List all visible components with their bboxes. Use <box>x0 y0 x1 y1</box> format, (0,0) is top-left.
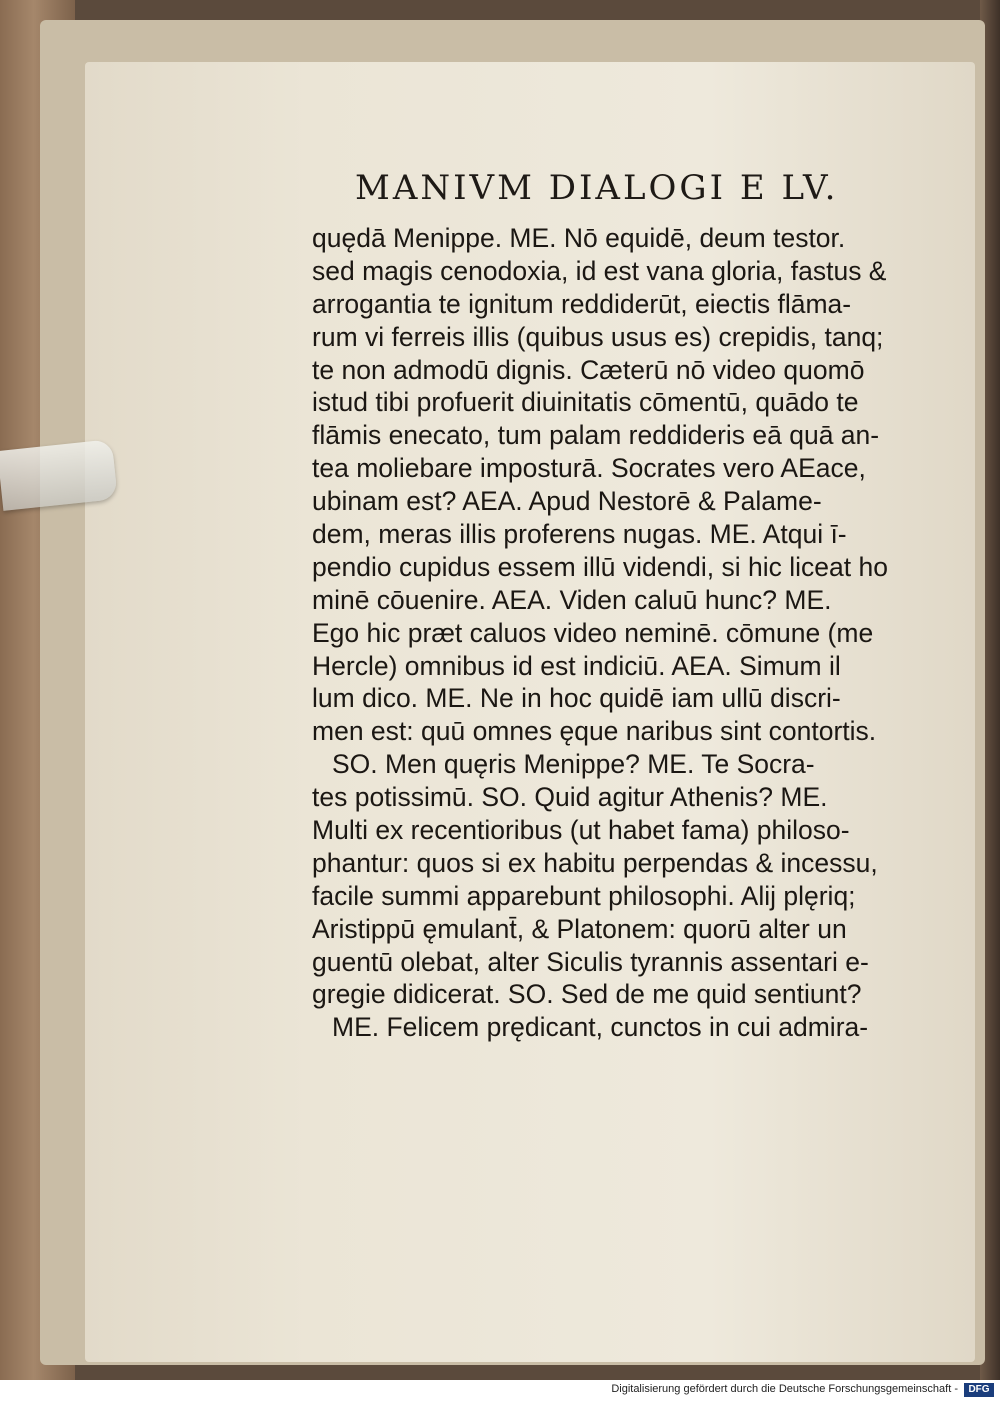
text-line: sed magis cenodoxia, id est vana gloria, fastus & <box>312 255 887 286</box>
text-line: Hercle) omnibus id est indiciū. AEA. Simum il <box>312 650 841 681</box>
text-line: SO. Men quęris Menippe? ME. Te Socra- <box>332 749 815 780</box>
text-line: phantur: quos si ex habitu perpendas & incessu, <box>312 847 878 878</box>
bookmark-strip <box>0 439 118 511</box>
text-line: guentū olebat, alter Siculis tyrannis assentari e- <box>312 946 869 977</box>
text-line: Aristippū ęmulant̄, & Platonem: quorū alter un <box>312 913 847 944</box>
text-block <box>312 222 912 1044</box>
funding-credit: Digitalisierung gefördert durch die Deutsche Forschungsgemeinschaft - <box>611 1383 958 1395</box>
running-head: MANIVM DIALOGI E LV. <box>355 168 839 208</box>
text-line: Ego hic præt caluos video neminē. cōmune (me <box>312 617 874 648</box>
footer-bar <box>0 1380 1000 1401</box>
text-line: quędā Menippe. ME. Nō equidē, deum testor. <box>312 223 846 253</box>
text-line: men est: quū omnes ęque naribus sint contortis. <box>312 716 877 747</box>
text-line: ubinam est? AEA. Apud Nestorē & Palame- <box>312 486 822 517</box>
text-line: tes potissimū. SO. Quid agitur Athenis? ME. <box>312 782 828 813</box>
text-line: minē cōuenire. AEA. Viden caluū hunc? ME. <box>312 584 832 615</box>
text-line: ME. Felicem prędicant, cunctos in cui admira- <box>332 1012 869 1043</box>
text-line: istud tibi profuerit diuinitatis cōmentū, quādo te <box>312 387 859 418</box>
text-line: tea moliebare imposturā. Socrates vero AEace, <box>312 453 866 484</box>
text-line: pendio cupidus essem illū videndi, si hic liceat ho <box>312 551 888 582</box>
text-line: facile summi apparebunt philosophi. Alij plęriq; <box>312 880 856 911</box>
dfg-logo-icon: DFG <box>964 1383 994 1397</box>
text-line: te non admodū dignis. Cæterū nō video quomō <box>312 354 865 385</box>
text-line: lum dico. ME. Ne in hoc quidē iam ullū discri- <box>312 683 841 714</box>
text-line: gregie didicerat. SO. Sed de me quid sentiunt? <box>312 979 862 1010</box>
text-line: dem, meras illis proferens nugas. ME. Atqui ī- <box>312 519 847 550</box>
text-line: arrogantia te ignitum reddiderūt, eiectis flāma- <box>312 288 852 319</box>
text-line: rum vi ferreis illis (quibus usus es) crepidis, tanq; <box>312 321 884 352</box>
text-line: flāmis enecato, tum palam reddideris eā quā an- <box>312 420 880 451</box>
text-line: Multi ex recentioribus (ut habet fama) philoso- <box>312 815 850 846</box>
